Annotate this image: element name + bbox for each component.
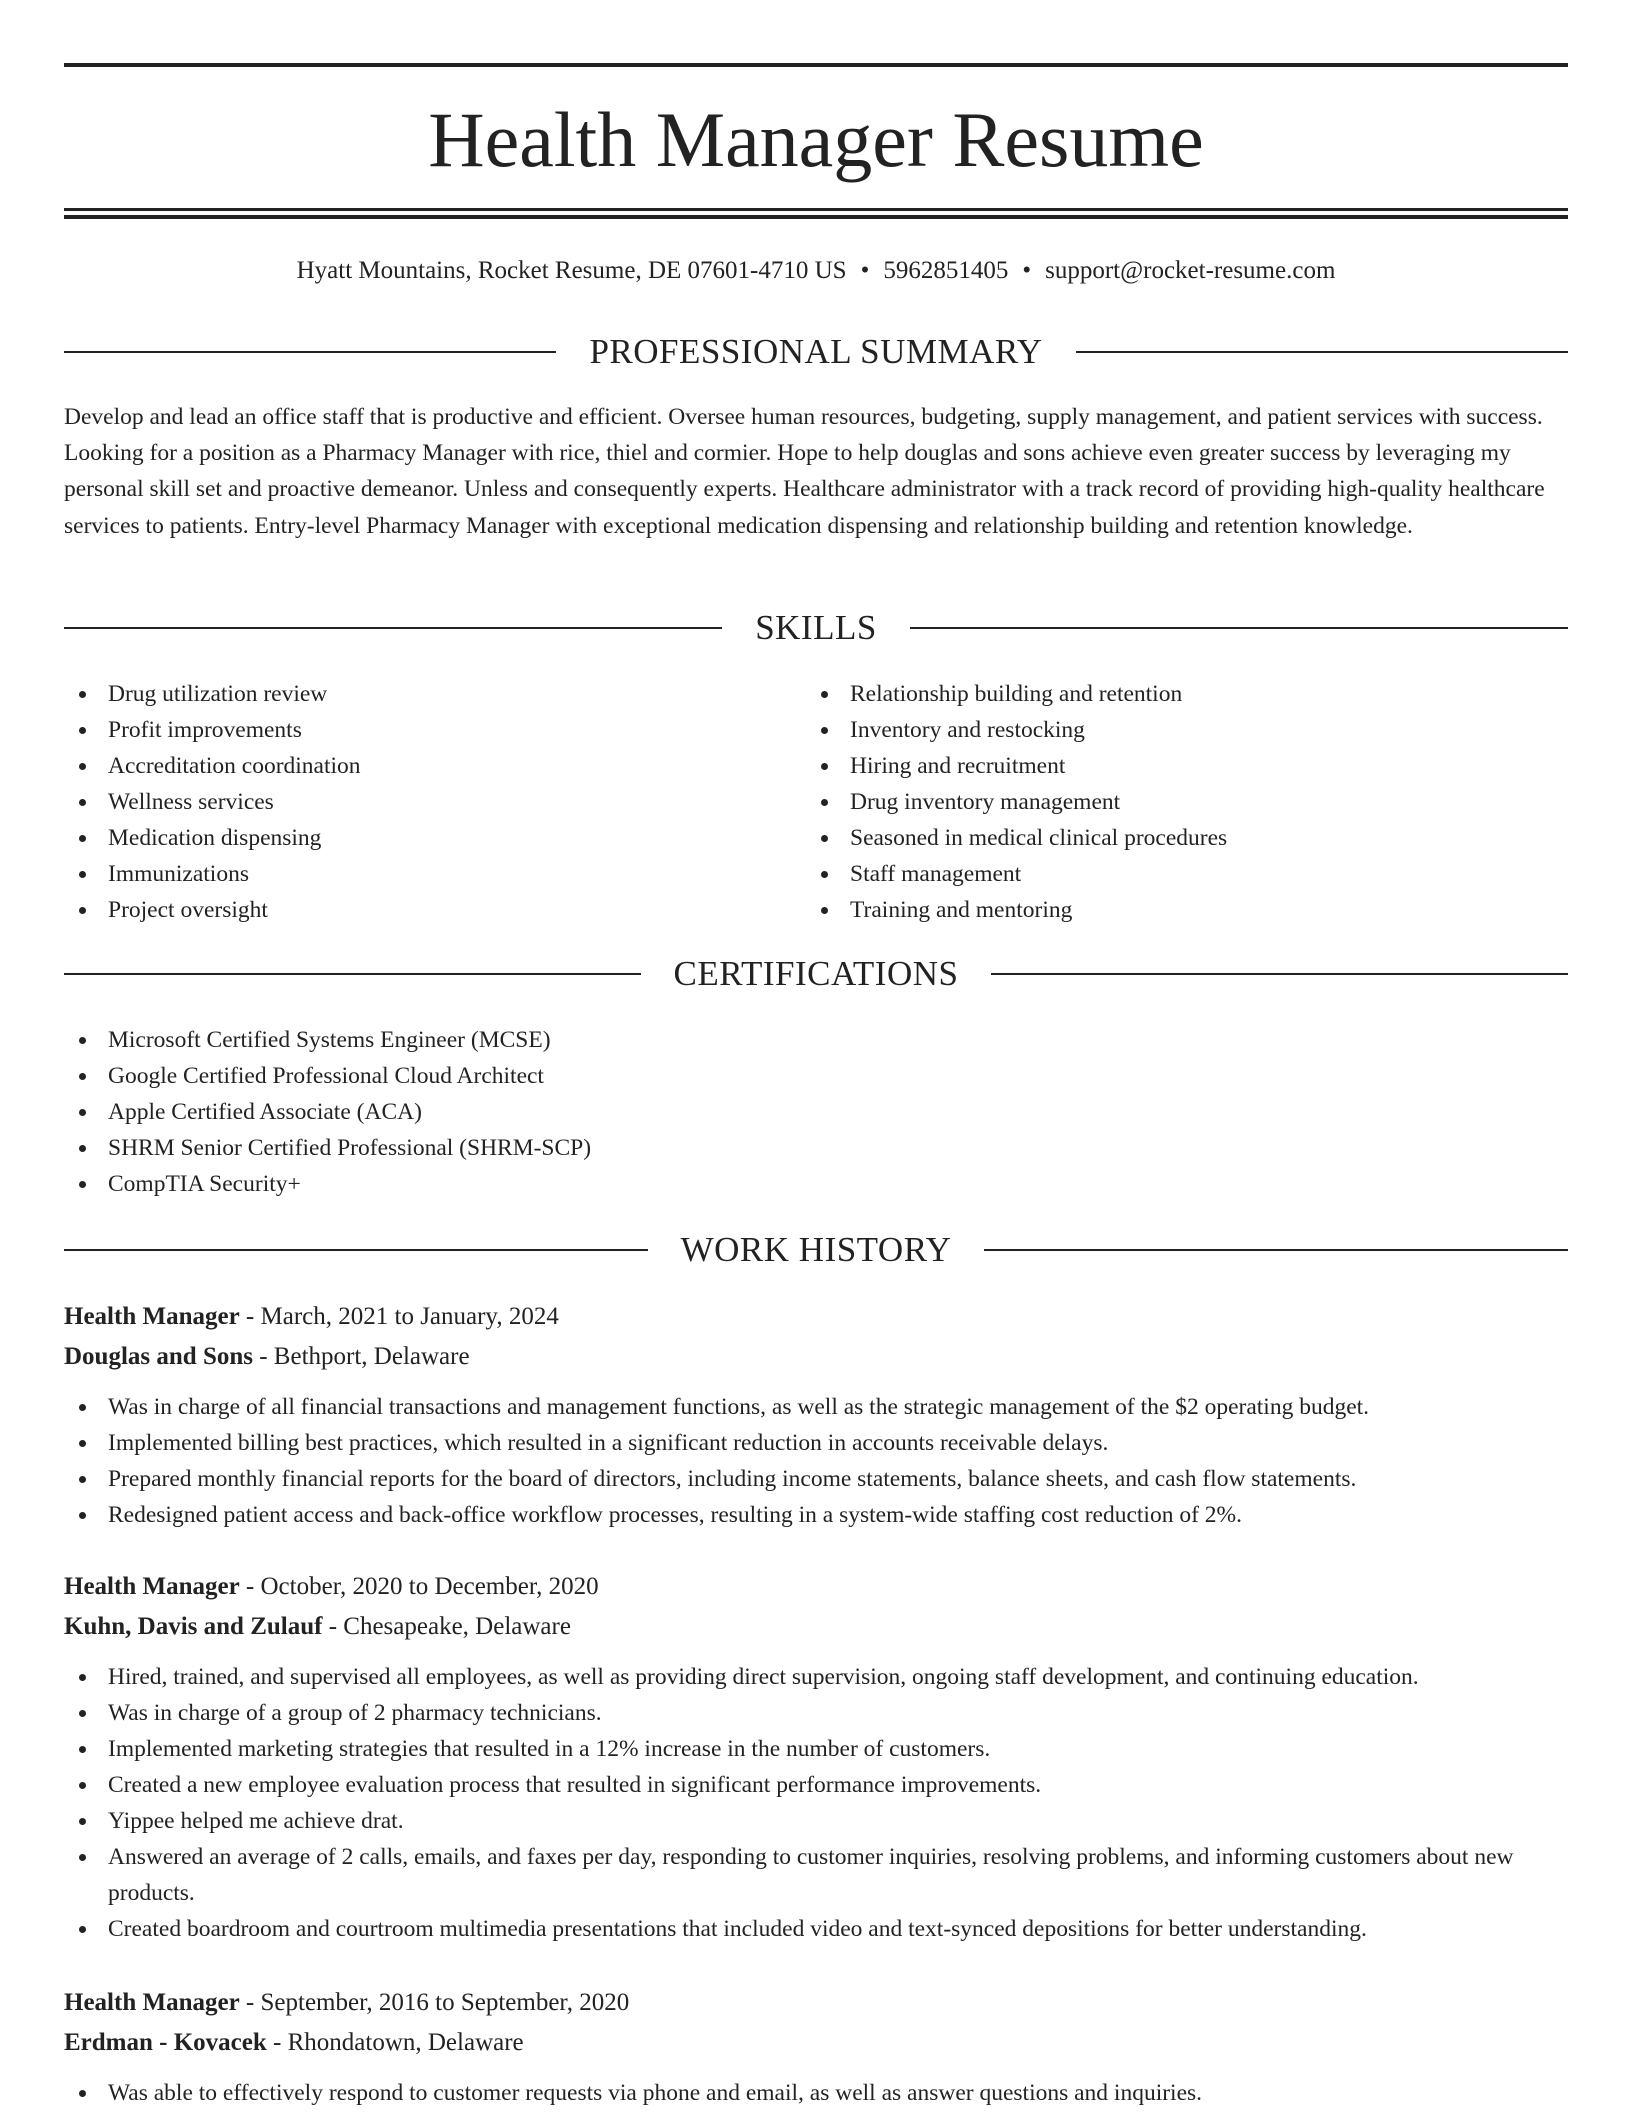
job-location: - Rhondatown, Delaware	[266, 2029, 524, 2056]
job-company: Kuhn, Davis and Zulauf	[64, 1613, 323, 1640]
job-bullet: Created a new employee evaluation process that resulted in significant performance improvements.	[64, 1767, 1568, 1803]
section-rule-left	[64, 1249, 648, 1251]
job-bullet: Hired, trained, and supervised all employees, as well as providing direct supervision, ongoing staff development, and continuing education.	[64, 1659, 1568, 1695]
top-rule	[64, 63, 1568, 67]
skills-list-right	[806, 676, 1568, 928]
skill-item: Hiring and recruitment	[806, 748, 1568, 784]
section-header-summary	[64, 330, 1568, 374]
job-location: - Bethport, Delaware	[252, 1343, 470, 1370]
job-company: Erdman - Kovacek	[64, 2029, 267, 2056]
job-title-line	[64, 1567, 1568, 1607]
section-rule-right	[910, 627, 1568, 629]
section-rule-right	[991, 973, 1568, 975]
job-title-line	[64, 1983, 1568, 2023]
job-title-line	[64, 1297, 1568, 1337]
section-header-work-history	[64, 1228, 1568, 1272]
page-title: Health Manager Resume	[428, 96, 1204, 183]
skill-item: Training and mentoring	[806, 892, 1568, 928]
contact-email: support@rocket-resume.com	[1045, 257, 1336, 284]
job-bullets	[64, 1659, 1568, 1947]
skill-item: Seasoned in medical clinical procedures	[806, 820, 1568, 856]
skill-item: Project oversight	[64, 892, 804, 928]
section-header-skills	[64, 606, 1568, 650]
skill-item: Relationship building and retention	[806, 676, 1568, 712]
job-company-line	[64, 2023, 1568, 2063]
job-entry	[64, 1567, 1568, 1947]
title-rule-upper	[64, 208, 1568, 211]
section-title-work-history: WORK HISTORY	[680, 1230, 952, 1269]
job-title: Health Manager	[64, 1303, 240, 1330]
section-rule-right	[984, 1249, 1568, 1251]
contact-separator: •	[1022, 257, 1032, 284]
job-company-line	[64, 1607, 1568, 1647]
job-company-line	[64, 1337, 1568, 1377]
summary-text: Develop and lead an office staff that is productive and efficient. Oversee human resources, budgeting, supply management, and patient services with success. Looking for a position as a Pharmacy Manager with rice, thiel and cormier. Hope to help douglas and sons achieve even greater success by leveraging my personal skill set and proactive demeanor. Unless and consequently experts. Healthcare administrator with a track record of providing high-quality healthcare services to patients. Entry-level Pharmacy Manager with exceptional medication dispensing and relationship building and retention knowledge.	[64, 404, 1545, 539]
skill-item: Wellness services	[64, 784, 804, 820]
certifications-list	[64, 1022, 1568, 1202]
skill-item: Immunizations	[64, 856, 804, 892]
skills-list-left	[64, 676, 804, 928]
job-entry	[64, 1297, 1568, 1533]
job-bullet: Was in charge of a group of 2 pharmacy technicians.	[64, 1695, 1568, 1731]
contact-address: Hyatt Mountains, Rocket Resume, DE 07601-4710 US	[296, 257, 847, 284]
job-bullets	[64, 1389, 1568, 1533]
certification-item: Google Certified Professional Cloud Architect	[64, 1058, 1568, 1094]
job-bullet: Was in charge of all financial transactions and management functions, as well as the strategic management of the $2 operating budget.	[64, 1389, 1568, 1425]
section-rule-right	[1076, 351, 1568, 353]
skill-item: Medication dispensing	[64, 820, 804, 856]
job-bullet: Implemented marketing strategies that resulted in a 12% increase in the number of customers.	[64, 1731, 1568, 1767]
section-title-skills: SKILLS	[755, 608, 877, 647]
job-bullet: Created boardroom and courtroom multimedia presentations that included video and text-synced depositions for better understanding.	[64, 1911, 1568, 1947]
job-dates: - September, 2016 to September, 2020	[239, 1989, 630, 2016]
job-bullet: Prepared monthly financial reports for the board of directors, including income statements, balance sheets, and cash flow statements.	[64, 1461, 1568, 1497]
section-title-summary: PROFESSIONAL SUMMARY	[589, 332, 1043, 371]
contact-separator: •	[860, 257, 870, 284]
skill-item: Inventory and restocking	[806, 712, 1568, 748]
section-title-certifications: CERTIFICATIONS	[673, 954, 959, 993]
job-company: Douglas and Sons	[64, 1343, 253, 1370]
certification-item: CompTIA Security+	[64, 1166, 1568, 1202]
skill-item: Drug inventory management	[806, 784, 1568, 820]
job-dates: - March, 2021 to January, 2024	[239, 1303, 559, 1330]
certification-item: Microsoft Certified Systems Engineer (MCSE)	[64, 1022, 1568, 1058]
job-title: Health Manager	[64, 1989, 240, 2016]
job-entry	[64, 1983, 1568, 2111]
contact-line	[64, 254, 1568, 288]
skill-item: Profit improvements	[64, 712, 804, 748]
section-rule-left	[64, 627, 722, 629]
job-bullet: Was able to effectively respond to customer requests via phone and email, as well as answer questions and inquiries.	[64, 2075, 1568, 2111]
skill-item: Drug utilization review	[64, 676, 804, 712]
job-bullet: Redesigned patient access and back-office workflow processes, resulting in a system-wide staffing cost reduction of 2%.	[64, 1497, 1568, 1533]
skill-item: Staff management	[806, 856, 1568, 892]
skill-item: Accreditation coordination	[64, 748, 804, 784]
certification-item: SHRM Senior Certified Professional (SHRM-SCP)	[64, 1130, 1568, 1166]
job-bullet: Answered an average of 2 calls, emails, and faxes per day, responding to customer inquiries, resolving problems, and informing customers about new products.	[64, 1839, 1568, 1911]
contact-phone: 5962851405	[883, 257, 1009, 284]
title-rule-lower	[64, 215, 1568, 219]
job-title: Health Manager	[64, 1573, 240, 1600]
job-location: - Chesapeake, Delaware	[322, 1613, 571, 1640]
section-header-certifications	[64, 952, 1568, 996]
job-bullet: Implemented billing best practices, which resulted in a significant reduction in accounts receivable delays.	[64, 1425, 1568, 1461]
certification-item: Apple Certified Associate (ACA)	[64, 1094, 1568, 1130]
section-rule-left	[64, 973, 641, 975]
job-dates: - October, 2020 to December, 2020	[239, 1573, 599, 1600]
job-bullets	[64, 2075, 1568, 2111]
section-rule-left	[64, 351, 556, 353]
job-bullet: Yippee helped me achieve drat.	[64, 1803, 1568, 1839]
